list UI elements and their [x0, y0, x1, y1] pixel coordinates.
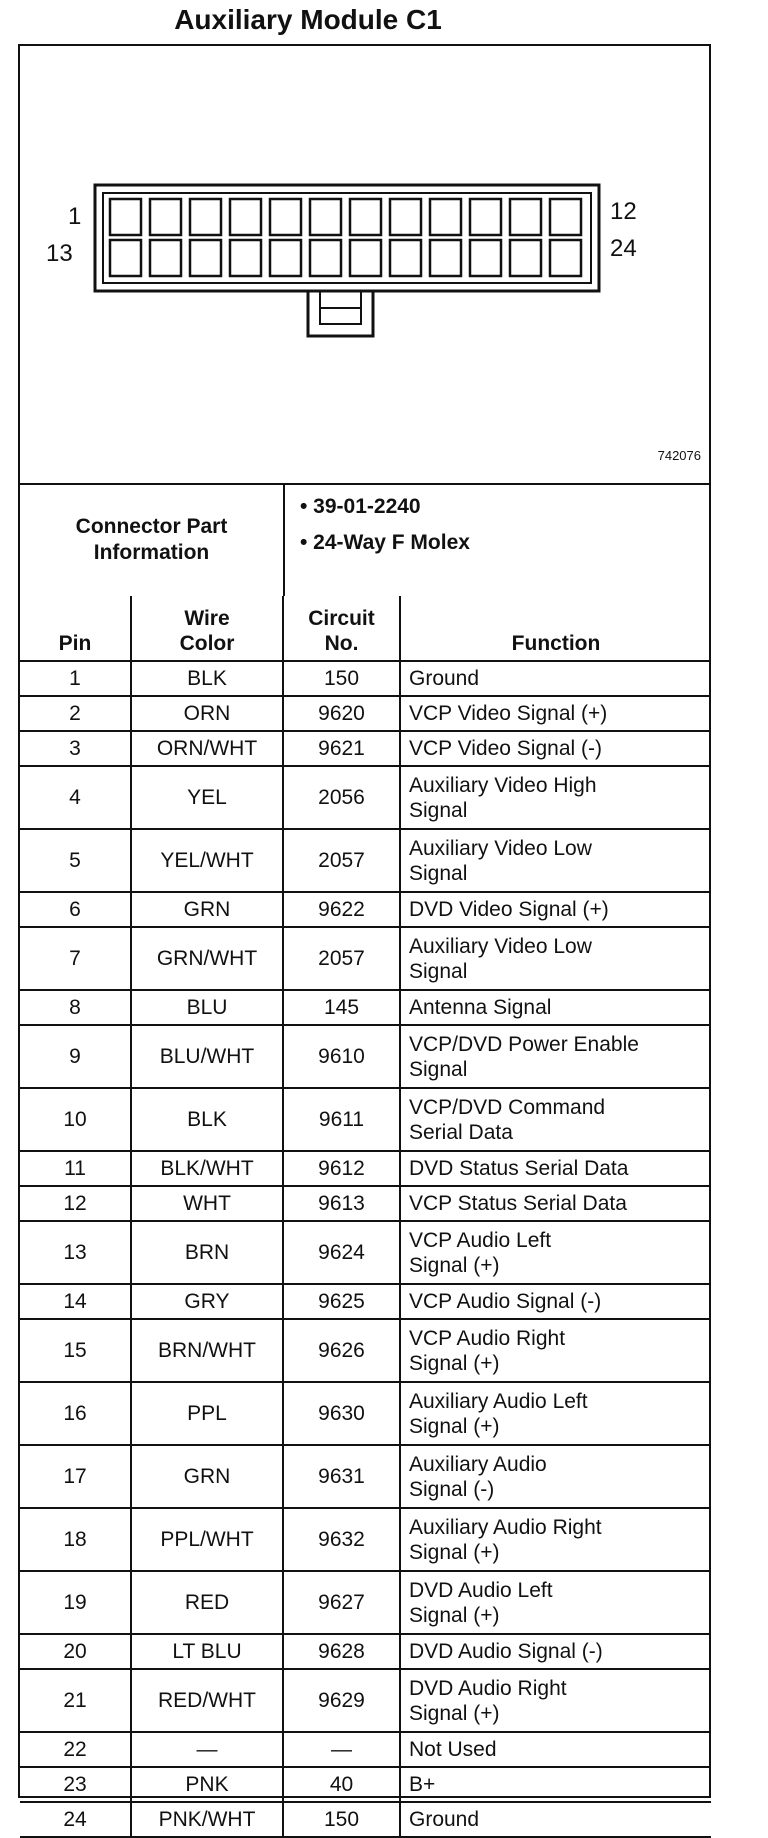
circuit-cell: 9621 — [283, 731, 400, 766]
table-row — [20, 1802, 711, 1837]
circuit-cell: 9620 — [283, 696, 400, 731]
table-row — [20, 1508, 711, 1571]
circuit-cell: 9625 — [283, 1284, 400, 1319]
table-row — [20, 1221, 711, 1284]
circuit-cell: 9613 — [283, 1186, 400, 1221]
connector-part-info — [20, 483, 709, 596]
function-line-1: Ground — [409, 667, 480, 690]
function-line-1: VCP Status Serial Data — [409, 1192, 627, 1215]
function-line-2: Signal (-) — [409, 1477, 495, 1501]
table-row — [20, 892, 711, 927]
pinout-table — [20, 596, 711, 1838]
pin-cell: 12 — [20, 1186, 131, 1221]
function-line-1: Ground — [409, 1808, 480, 1831]
pin-cell: 4 — [20, 766, 131, 829]
circuit-cell: 9610 — [283, 1025, 400, 1088]
pin-cell: 9 — [20, 1025, 131, 1088]
pin-cell: 20 — [20, 1634, 131, 1669]
pin-cell: 2 — [20, 696, 131, 731]
pin-cavity — [190, 199, 221, 235]
circuit-cell: 2057 — [283, 927, 400, 990]
circuit-cell: 9632 — [283, 1508, 400, 1571]
function-line-1: DVD Audio Left — [409, 1578, 553, 1602]
circuit-cell: 9624 — [283, 1221, 400, 1284]
pin-cell: 1 — [20, 661, 131, 696]
function-line-1: B+ — [409, 1773, 436, 1796]
function-cell — [400, 731, 711, 766]
function-line-1: DVD Status Serial Data — [409, 1157, 629, 1180]
function-cell — [400, 1186, 711, 1221]
table-row — [20, 927, 711, 990]
circuit-cell: 9631 — [283, 1445, 400, 1508]
wire-color-cell: — — [131, 1732, 283, 1767]
function-cell — [400, 990, 711, 1025]
pin-cavity — [510, 240, 541, 276]
function-line-2: Signal — [409, 1057, 468, 1081]
pin-label-13: 13 — [46, 240, 73, 267]
function-line-2: Signal (+) — [409, 1701, 500, 1725]
function-line-1: VCP/DVD Command — [409, 1095, 606, 1119]
function-line-1: VCP Audio Signal (-) — [409, 1290, 602, 1313]
table-row — [20, 766, 711, 829]
pin-cavity — [110, 240, 141, 276]
function-cell — [400, 1319, 711, 1382]
pin-cell: 23 — [20, 1767, 131, 1802]
table-row — [20, 1284, 711, 1319]
table-row — [20, 1669, 711, 1732]
wire-color-cell: YEL — [131, 766, 283, 829]
wire-color-cell: GRN/WHT — [131, 927, 283, 990]
function-cell — [400, 1221, 711, 1284]
wire-color-cell: BLU — [131, 990, 283, 1025]
function-line-1: Auxiliary Audio Left — [409, 1389, 588, 1413]
function-cell — [400, 1088, 711, 1151]
wire-color-cell: BRN/WHT — [131, 1319, 283, 1382]
pin-cavity — [310, 240, 341, 276]
function-cell — [400, 1445, 711, 1508]
header-circuit-no: Circuit No. — [283, 596, 400, 661]
circuit-cell: 150 — [283, 1802, 400, 1837]
function-cell — [400, 1802, 711, 1837]
function-line-1: Auxiliary Video High — [409, 773, 597, 797]
function-line-1: Auxiliary Video Low — [409, 836, 592, 860]
wire-color-cell: PPL/WHT — [131, 1508, 283, 1571]
connector-housing-inner — [103, 193, 591, 283]
wire-color-cell: BLU/WHT — [131, 1025, 283, 1088]
function-cell — [400, 661, 711, 696]
pin-cell: 21 — [20, 1669, 131, 1732]
connector-latch — [308, 291, 373, 336]
pin-cavity — [470, 199, 501, 235]
function-cell — [400, 1767, 711, 1802]
pin-label-1: 1 — [68, 203, 82, 230]
page-title: Auxiliary Module C1 — [174, 4, 442, 35]
wire-color-cell: BLK — [131, 661, 283, 696]
table-row — [20, 1767, 711, 1802]
table-row — [20, 1634, 711, 1669]
pin-cell: 7 — [20, 927, 131, 990]
circuit-cell: 2057 — [283, 829, 400, 892]
function-cell — [400, 1382, 711, 1445]
table-row — [20, 1025, 711, 1088]
connector-sheet — [18, 44, 711, 1831]
pin-cavity — [510, 199, 541, 235]
pin-cavity — [110, 199, 141, 235]
pin-cell: 22 — [20, 1732, 131, 1767]
part-description: • 24-Way F Molex — [300, 531, 470, 554]
pin-cell: 18 — [20, 1508, 131, 1571]
connector-diagram — [20, 46, 709, 485]
pin-cavity — [270, 199, 301, 235]
pin-cavity — [150, 240, 181, 276]
wire-color-cell: LT BLU — [131, 1634, 283, 1669]
table-row — [20, 696, 711, 731]
circuit-cell: 9628 — [283, 1634, 400, 1669]
circuit-cell: 40 — [283, 1767, 400, 1802]
wire-color-cell: PNK/WHT — [131, 1802, 283, 1837]
function-cell — [400, 1732, 711, 1767]
part-info-label — [20, 483, 285, 596]
table-row — [20, 1319, 711, 1382]
pin-label-12: 12 — [610, 198, 637, 225]
header-function: Function — [400, 596, 711, 661]
pin-cell: 10 — [20, 1088, 131, 1151]
function-line-2: Signal (+) — [409, 1414, 500, 1438]
function-line-1: Auxiliary Audio — [409, 1452, 547, 1476]
wire-color-cell: PNK — [131, 1767, 283, 1802]
wire-color-cell: BRN — [131, 1221, 283, 1284]
function-line-2: Signal (+) — [409, 1540, 500, 1564]
pin-cell: 19 — [20, 1571, 131, 1634]
table-row — [20, 1186, 711, 1221]
wire-color-cell: BLK/WHT — [131, 1151, 283, 1186]
table-row — [20, 1571, 711, 1634]
pin-cavity — [270, 240, 301, 276]
circuit-cell: 145 — [283, 990, 400, 1025]
function-line-2: Signal — [409, 861, 468, 885]
wire-color-cell: YEL/WHT — [131, 829, 283, 892]
wire-color-cell: WHT — [131, 1186, 283, 1221]
function-cell — [400, 1669, 711, 1732]
function-line-1: VCP Video Signal (+) — [409, 702, 608, 725]
function-line-2: Signal (+) — [409, 1253, 500, 1277]
pin-cavity — [390, 199, 421, 235]
function-cell — [400, 1151, 711, 1186]
function-cell — [400, 829, 711, 892]
function-line-1: DVD Audio Signal (-) — [409, 1640, 603, 1663]
circuit-cell: — — [283, 1732, 400, 1767]
function-cell — [400, 696, 711, 731]
wire-color-cell: RED/WHT — [131, 1669, 283, 1732]
wire-color-cell: ORN — [131, 696, 283, 731]
function-line-1: VCP Video Signal (-) — [409, 737, 602, 760]
function-line-2: Signal (+) — [409, 1603, 500, 1627]
pin-cavity — [150, 199, 181, 235]
wire-color-cell: PPL — [131, 1382, 283, 1445]
pin-cavity — [430, 199, 461, 235]
circuit-cell: 9612 — [283, 1151, 400, 1186]
pin-cavity — [390, 240, 421, 276]
function-cell — [400, 927, 711, 990]
function-line-2: Signal — [409, 959, 468, 983]
part-info-label-line1: Connector Part — [75, 514, 228, 538]
pin-cell: 5 — [20, 829, 131, 892]
pin-cell: 24 — [20, 1802, 131, 1837]
function-line-2: Serial Data — [409, 1120, 513, 1144]
function-cell — [400, 766, 711, 829]
circuit-cell: 9626 — [283, 1319, 400, 1382]
table-row — [20, 990, 711, 1025]
diagram-code: 742076 — [657, 448, 701, 463]
pin-cavity — [350, 240, 381, 276]
table-row — [20, 829, 711, 892]
function-line-1: Not Used — [409, 1738, 497, 1761]
function-line-1: VCP Audio Right — [409, 1326, 566, 1350]
function-line-2: Signal — [409, 798, 468, 822]
pin-cell: 17 — [20, 1445, 131, 1508]
pin-cavity — [350, 199, 381, 235]
table-row — [20, 1445, 711, 1508]
table-row — [20, 1732, 711, 1767]
wire-color-cell: GRN — [131, 892, 283, 927]
pin-cavities — [110, 199, 581, 276]
part-info-label-line2: Information — [93, 540, 210, 564]
pin-cell: 13 — [20, 1221, 131, 1284]
circuit-cell: 9622 — [283, 892, 400, 927]
function-line-1: VCP/DVD Power Enable — [409, 1032, 639, 1056]
pin-cavity — [230, 199, 261, 235]
pin-cavity — [470, 240, 501, 276]
function-cell — [400, 1571, 711, 1634]
header-pin: Pin — [20, 596, 131, 661]
circuit-cell: 2056 — [283, 766, 400, 829]
function-cell — [400, 892, 711, 927]
function-line-2: Signal (+) — [409, 1351, 500, 1375]
circuit-cell: 9611 — [283, 1088, 400, 1151]
wire-color-cell: RED — [131, 1571, 283, 1634]
circuit-cell: 9627 — [283, 1571, 400, 1634]
pin-cell: 6 — [20, 892, 131, 927]
function-line-1: Antenna Signal — [409, 996, 552, 1019]
function-cell — [400, 1025, 711, 1088]
pin-cavity — [310, 199, 341, 235]
circuit-cell: 9630 — [283, 1382, 400, 1445]
connector-face-drawing — [20, 46, 709, 483]
pin-cavity — [550, 240, 581, 276]
function-line-1: DVD Audio Right — [409, 1676, 567, 1700]
function-line-1: VCP Audio Left — [409, 1228, 552, 1252]
function-cell — [400, 1634, 711, 1669]
part-number: • 39-01-2240 — [300, 495, 421, 518]
wire-color-cell: GRN — [131, 1445, 283, 1508]
pin-cavity — [430, 240, 461, 276]
pin-cavity — [550, 199, 581, 235]
circuit-cell: 150 — [283, 661, 400, 696]
function-cell — [400, 1284, 711, 1319]
pin-cell: 11 — [20, 1151, 131, 1186]
table-row — [20, 1151, 711, 1186]
header-wire-color: Wire Color — [131, 596, 283, 661]
pin-cavity — [190, 240, 221, 276]
pin-cell: 3 — [20, 731, 131, 766]
pin-label-24: 24 — [610, 235, 637, 262]
pin-cell: 16 — [20, 1382, 131, 1445]
function-line-1: Auxiliary Audio Right — [409, 1515, 602, 1539]
table-row — [20, 1382, 711, 1445]
function-line-1: Auxiliary Video Low — [409, 934, 592, 958]
wire-color-cell: ORN/WHT — [131, 731, 283, 766]
wire-color-cell: BLK — [131, 1088, 283, 1151]
table-row — [20, 731, 711, 766]
part-info-values — [300, 489, 470, 561]
pin-cell: 14 — [20, 1284, 131, 1319]
function-line-1: DVD Video Signal (+) — [409, 898, 609, 921]
pin-cell: 8 — [20, 990, 131, 1025]
pin-cell: 15 — [20, 1319, 131, 1382]
table-row — [20, 1088, 711, 1151]
table-row — [20, 661, 711, 696]
function-cell — [400, 1508, 711, 1571]
wire-color-cell: GRY — [131, 1284, 283, 1319]
pin-cavity — [230, 240, 261, 276]
circuit-cell: 9629 — [283, 1669, 400, 1732]
